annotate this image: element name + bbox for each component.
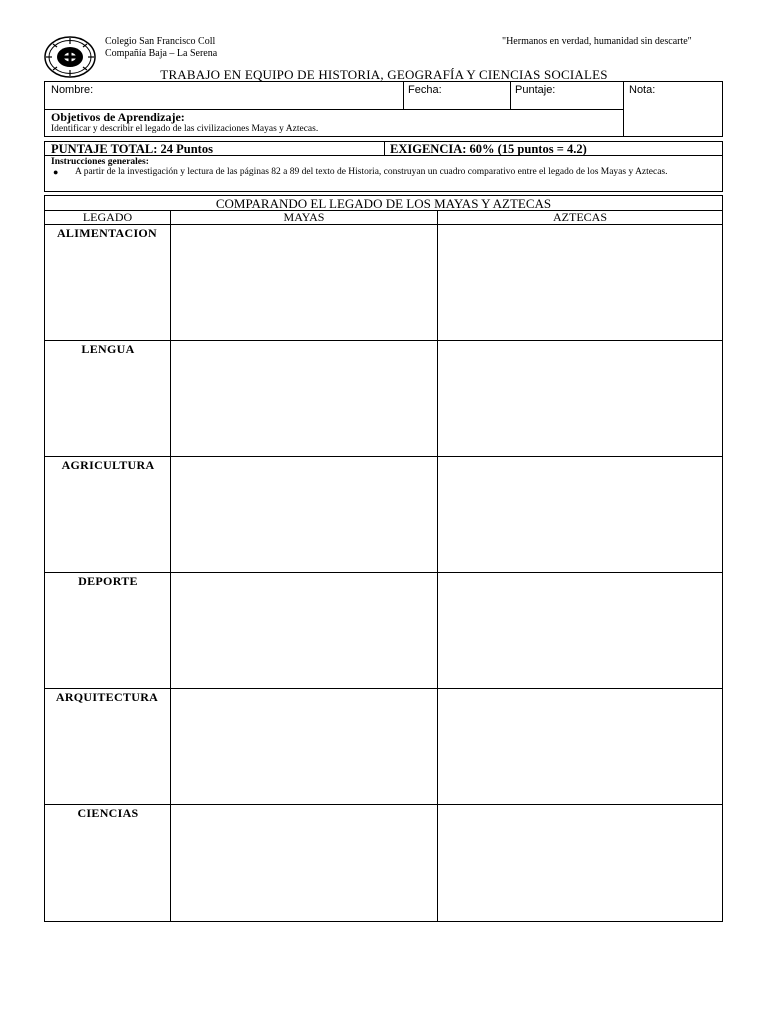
school-info — [105, 36, 217, 60]
passing-requirement: EXIGENCIA: 60% (15 puntos = 4.2) — [390, 142, 587, 156]
grade-field[interactable]: Nota: — [629, 84, 656, 96]
date-field[interactable]: Fecha: — [408, 84, 442, 96]
objectives-heading: Objetivos de Aprendizaje: — [51, 110, 185, 124]
score-strip — [44, 141, 723, 156]
instructions-box — [44, 156, 723, 192]
row-label-deporte: DEPORTE — [78, 574, 138, 588]
worksheet-title: TRABAJO EN EQUIPO DE HISTORIA, GEOGRAFÍA Y CIENCIAS SOCIALES — [160, 67, 608, 82]
column-header-aztecas: AZTECAS — [553, 210, 607, 224]
school-motto: "Hermanos en verdad, humanidad sin descarte" — [502, 36, 692, 47]
instructions-heading: Instrucciones generales: — [51, 157, 149, 167]
table-title: COMPARANDO EL LEGADO DE LOS MAYAS Y AZTECAS — [215, 196, 552, 211]
objectives-text: Identificar y describir el legado de las civilizaciones Mayas y Aztecas. — [51, 124, 319, 134]
name-field[interactable]: Nombre: — [51, 84, 94, 96]
row-label-alimentacion: ALIMENTACION — [56, 226, 158, 240]
row-label-ciencias: CIENCIAS — [77, 806, 139, 820]
score-field[interactable]: Puntaje: — [515, 84, 556, 96]
row-label-lengua: LENGUA — [81, 342, 135, 356]
instruction-item: A partir de la investigación y lectura de las páginas 82 a 89 del texto de Historia, construyan un cuadro comparativo entre el legado de los Mayas y Aztecas. — [75, 167, 668, 177]
row-label-agricultura: AGRICULTURA — [61, 458, 155, 472]
school-address: Compañía Baja – La Serena — [105, 48, 218, 59]
total-score: PUNTAJE TOTAL: 24 Puntos — [51, 142, 213, 156]
comparison-table — [44, 195, 723, 922]
column-header-legado: LEGADO — [82, 210, 133, 224]
column-header-mayas: MAYAS — [283, 210, 325, 224]
school-name: Colegio San Francisco Coll — [105, 36, 216, 47]
student-info-box — [44, 81, 723, 137]
row-label-arquitectura: ARQUITECTURA — [55, 690, 159, 704]
bullet-icon: ● — [53, 167, 59, 177]
